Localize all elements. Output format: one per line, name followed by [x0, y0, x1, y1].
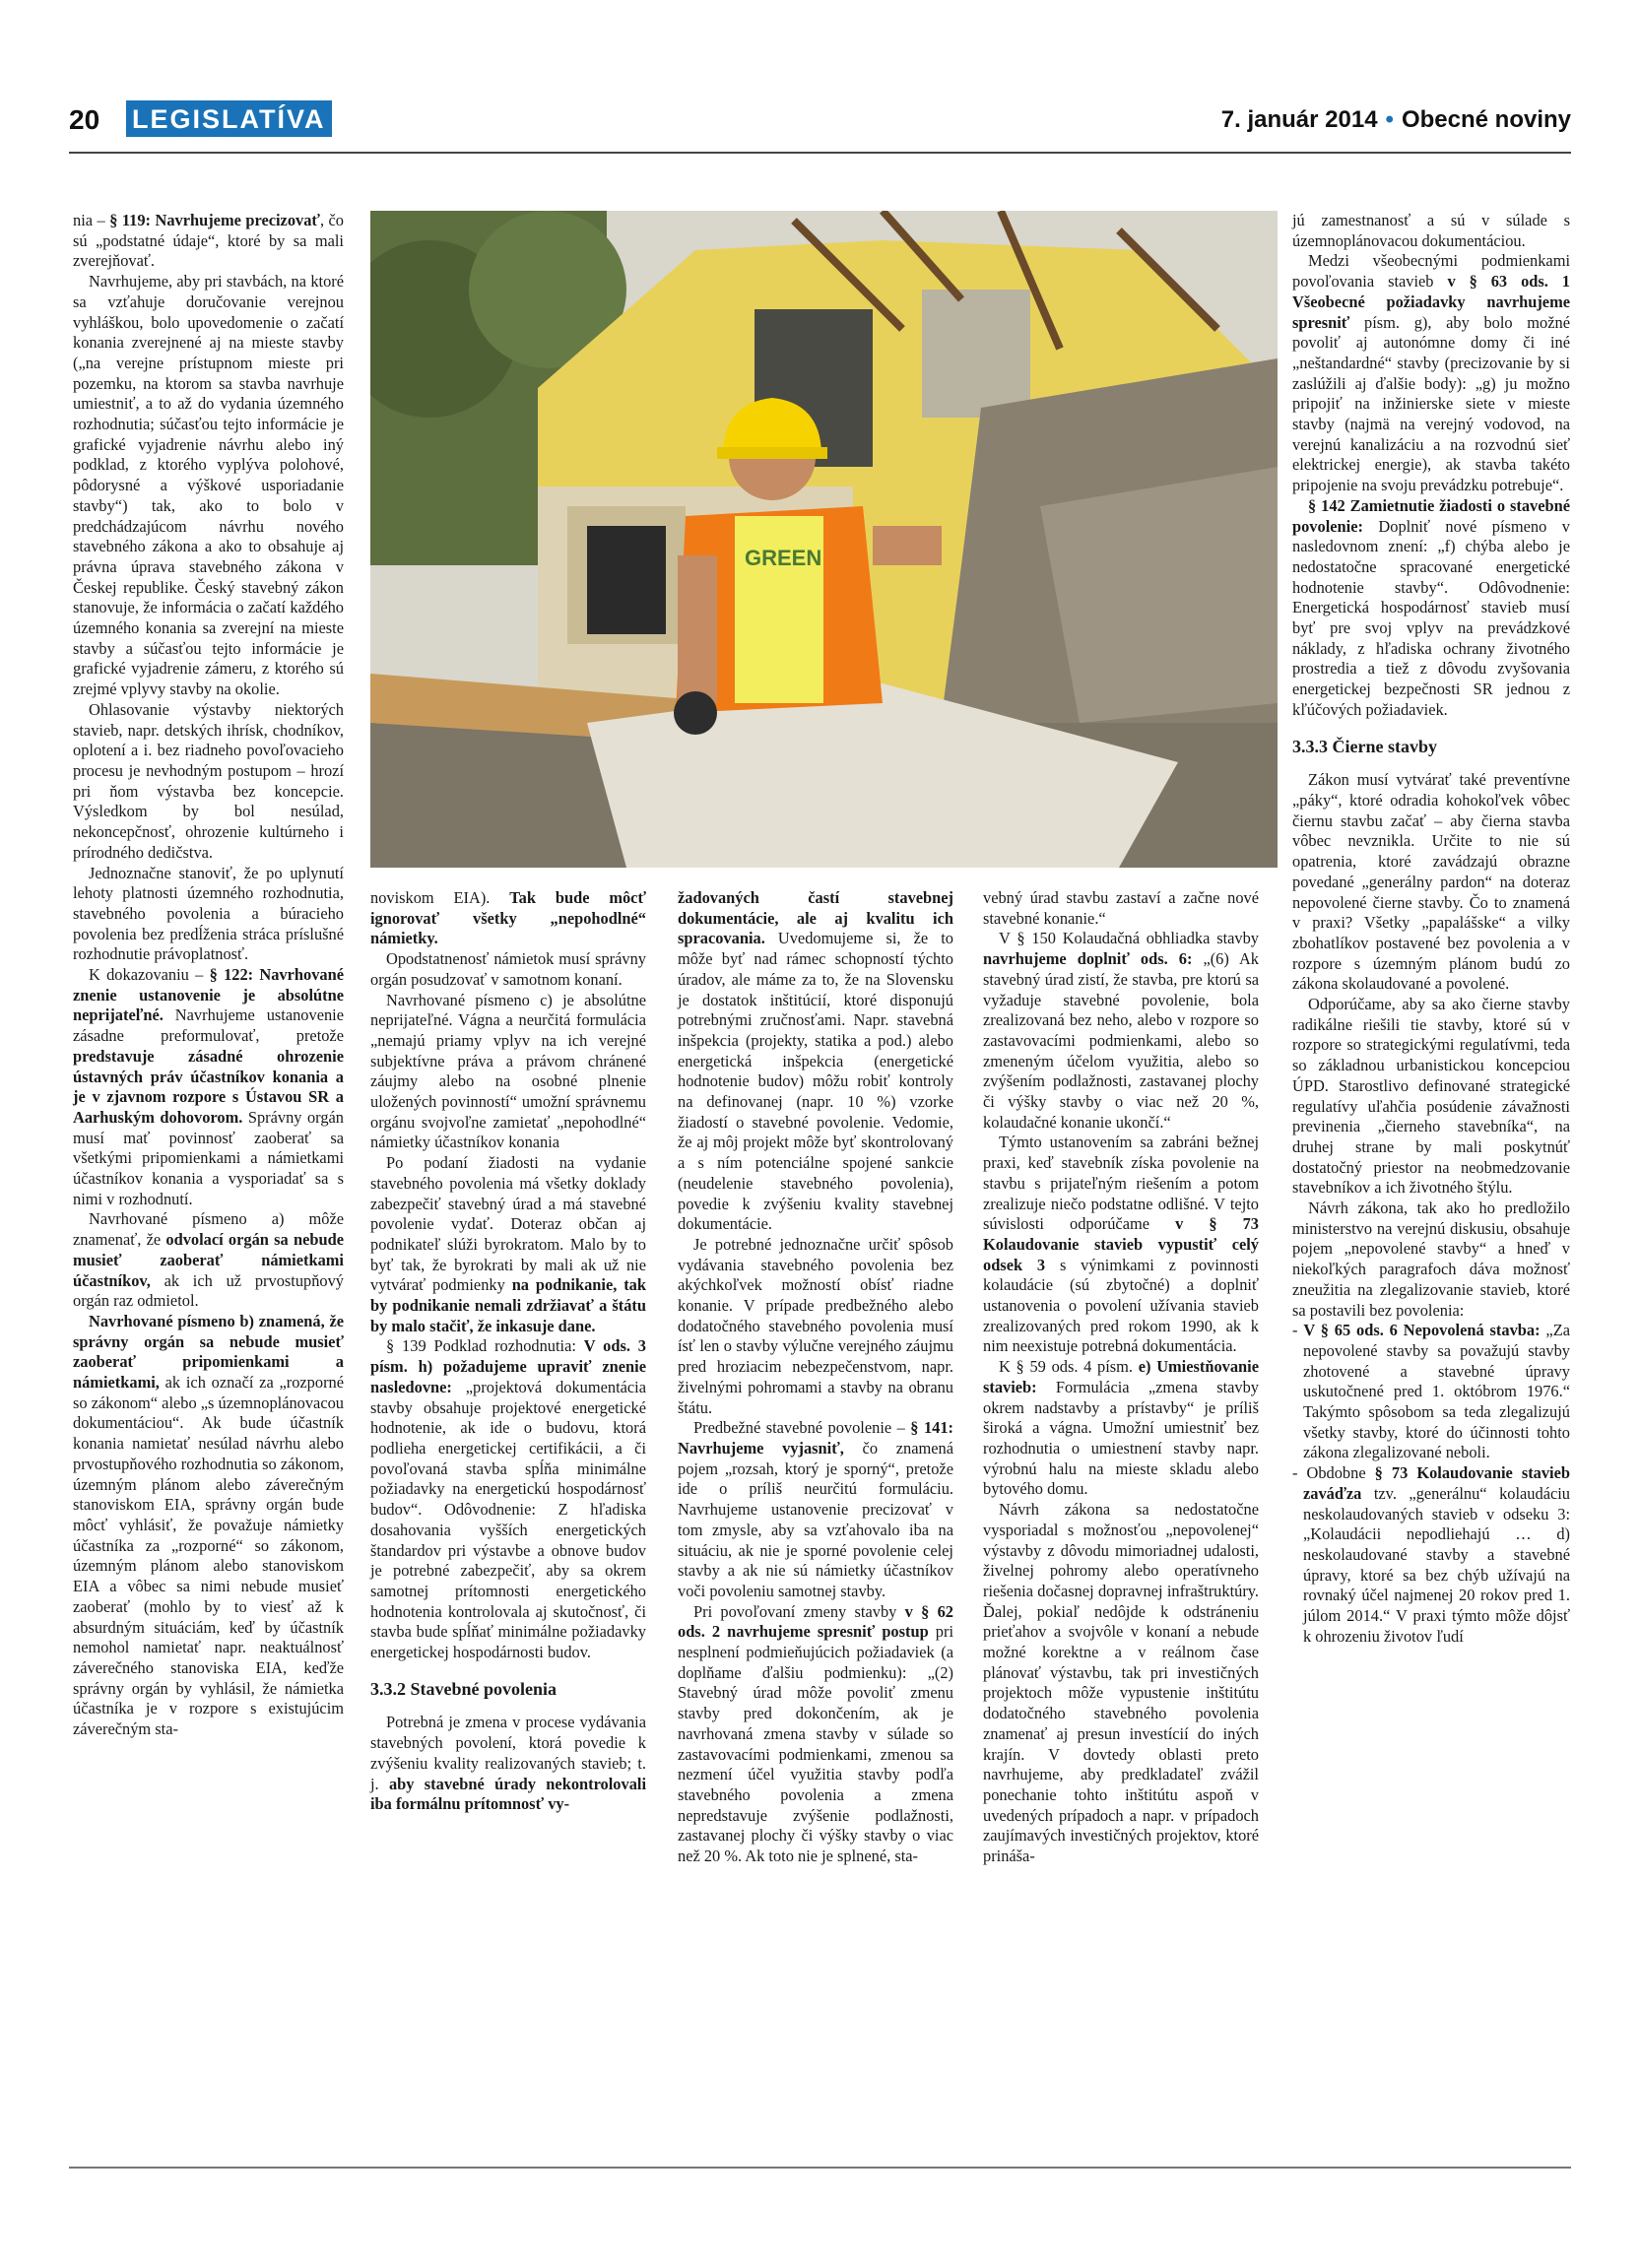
section-heading: 3.3.3 Čierne stavby: [1292, 736, 1437, 756]
separator-dot: •: [1385, 106, 1394, 133]
paragraph: Po podaní žiadosti na vydanie stavebného povolenia má všetky doklady zabezpečiť stavebný úrad a má stavebné povolenie vydať. Doteraz občan aj podnikateľ slúži byrokratom. Malo by to byť tak, že byrokrati by mali ak už nie vytvárať podmienky na podnikanie, tak by podnikanie nemali zdržiavať a štátu by malo stačiť, že inkasuje dane.: [370, 1153, 646, 1335]
paragraph: Potrebná je zmena v procese vydávania stavebných povolení, ktorá povedie k zvýšeniu kvality realizovaných stavieb; t. j. aby stavebné úrady nekontrolovali iba formálnu prítomnosť vy-: [370, 1713, 647, 1814]
paragraph: Medzi všeobecnými podmienkami povoľovania stavieb v § 63 ods. 1 Všeobecné požiadavky navrhujeme spresniť písm. g), aby bolo možné povoliť aj autonómne domy či iné „neštandardné“ stavby (precizovanie by si zaslúžili aj ďalšie body): „g) ju možno pripojiť na inžinierske siete v mieste stavby (najmä na verejný vodovod, na verejnú kanalizáciu a na rozvodnú sieť elektrickej energie), ak stavba takéto pripojenie na svoju prevádzku potrebuje“.: [1292, 251, 1570, 495]
paragraph: Predbežné stavebné povolenie – § 141: Navrhujeme vyjasniť, čo znamená pojem „rozsah, ktorý je sporný“, pretože ide o príliš neurčitú formuláciu. Navrhujeme ustanovenie precizovať v tom zmysle, aby sa vzťahovalo iba na situáciu, ak nie je sporné povolenie celej stavby a ak nie sú námietky účastníkov voči povoleniu samotnej stavby.: [678, 1418, 953, 1600]
paragraph: Navrhované písmeno b) znamená, že správny orgán sa nebude musieť zaoberať pripomienkami a námietkami, ak ich označí za „rozporné so zákonom“ alebo „s územnoplánovacou dokumentáciou“. Ak bude účastník konania namietať nesúlad návrhu alebo prvostupňového rozhodnutia so zákonom, územným plánom alebo záverečným stanoviskom EIA, správny orgán bude môcť vyhlásiť, že považuje námietky účastníka za „rozporné“ so zákonom, územným plánom alebo stanoviskom EIA a vôbec sa nimi nebude musieť zaoberať (mohlo by to viesť až k absurdným situáciám, keď by účastník nemohol namietať napr. neaktuálnosť záverečného stanoviska EIA, keďže správny orgán by vyhlásil, že námietka účastníka je v rozpore s existujúcim záverečným sta-: [73, 1311, 344, 1739]
paragraph: Navrhujeme, aby pri stavbách, na ktoré sa vzťahuje doručovanie verejnou vyhláškou, bolo upovedomenie o začatí konania zverejnené aj na mieste stavby („na verejne prístupnom mieste pri pozemku, na ktorom sa stavba navrhuje umiestniť, a to až do vydania územného rozhodnutia; súčasťou tejto informácie je grafické vyjadrenie návrhu alebo iný podklad, z ktorého vyplýva polohové, pôdorysné a výškové usporiadanie stavby“) tak, ako to bolo v predchádzajúcom návrhu nového stavebného zákona a ako to obsahuje aj právna úprava stavebného zákona v Českej republike. Český stavebný zákon stanovuje, že informácia o začatí každého územného konania sa zverejní na mieste stavby a súčasťou tejto informácie je grafické vyjadrenie zámeru, z ktorého sú zrejmé vplyvy stavby na okolie.: [73, 272, 344, 699]
paragraph: vebný úrad stavbu zastaví a začne nové stavebné konanie.“: [983, 888, 1259, 928]
text-column-1: [73, 211, 344, 1740]
paper-name: Obecné noviny: [1401, 106, 1571, 133]
list-item: - Obdobne § 73 Kolaudovanie stavieb zaváďza tzv. „generálnu“ kolaudáciu neskolaudovaných stavieb v odseku 3: „Kolaudácii nepodliehajú … d) neskolaudované stavby a stavebné úpravy, ktoré sa bez chýb užívajú na rovnaký účel najmenej 20 rokov pred 1. júlom 2014.“ V praxi týmto môže dôjsť k ohrozeniu životov ľudí: [1292, 1463, 1570, 1646]
issue-date: 7. január 2014: [1220, 106, 1378, 133]
paragraph: § 139 Podklad rozhodnutia: V ods. 3 písm. h) požadujeme upraviť znenie nasledovne: „projektová dokumentácia stavby obsahuje projektové energetické hodnotenie, ak ide o budovu, ktorá podlieha energetickej certifikácii, a či povoľovaná stavba spĺňa minimálne požiadavky na energetickú hospodárnosť budov“. Odôvodnenie: Z hľadiska dosahovania vyšších energetických štandardov pri výstavbe a obnove budov je potrebné zabezpečiť, aby sa okrem samotnej prítomnosti energetického hodnotenia kontrolovala aj skutočnosť, či stavba bude spĺňať minimálne požiadavky energetickej hospodárnosti budov.: [370, 1336, 646, 1662]
paragraph: K dokazovaniu – § 122: Navrhované znenie ustanovenie je absolútne neprijateľné. Navrhujeme ustanovenie zásadne preformulovať, pretože predstavuje zásadné ohrozenie ústavných práv účastníkov konania a je v zjavnom rozpore s Ústavou SR a Aarhuským dohovorom. Správny orgán musí mať povinnosť zaoberať sa všetkými pripomienkami a námietkami účastníkov konania a vysporiadať sa s nimi v rozhodnutí.: [73, 965, 344, 1208]
paragraph: Týmto ustanovením sa zabráni bežnej praxi, keď stavebník získa povolenie na stavbu s prijateľným riešením a potom zrealizuje niečo podstatne odlišné. V tejto súvislosti odporúčame v § 73 Kolaudovanie stavieb vypustiť celý odsek 3 s výnimkami z povinnosti kolaudácie (sú zbytočné) a doplniť ustanovenia o povolení užívania stavieb zrealizovaných pred rokom 1990, ak k nim neexistuje potrebná dokumentácia.: [983, 1133, 1260, 1356]
paragraph: V § 150 Kolaudačná obhliadka stavby navrhujeme doplniť ods. 6: „(6) Ak stavebný úrad zistí, že stavba, pre ktorú sa vyžaduje stavebné povolenie, bola zrealizovaná bez neho, alebo v rozpore so zastavovacími podmienkami, alebo so zmeneným účelom využitia, alebo so zvýšením podlažnosti, zastavanej plochy či výšky stavby o viac než 20 %, kolaudačné konanie ukončí.“: [983, 929, 1259, 1132]
shirt-text: GREEN: [745, 546, 822, 570]
text-column-3: [678, 888, 953, 1867]
paragraph: Odporúčame, aby sa ako čierne stavby radikálne riešili tie stavby, ktoré sú v rozpore so strategickými regulatívmi, teda so základnou urbanistickou koncepciou ÚPD. Starostlivo definované strategické regulatívy uľahčia posúdenie závažnosti previnenia „čierneho stavebníka“, na druhej strane by mali poskytnúť dostatočný priestor na neobmedzovanie stavebníkov a ich životného štýlu.: [1292, 995, 1570, 1198]
section-heading: 3.3.2 Stavebné povolenia: [370, 1678, 558, 1699]
paragraph: Pri povoľovaní zmeny stavby v § 62 ods. 2 navrhujeme spresniť postup pri nesplnení podmieňujúcich požiadaviek (a doplňame ďalšiu podmienku): „(2) Stavebný úrad môže povoliť zmenu stavby pred dokončením, ak je navrhovaná zmena stavby v súlade so zastavovacími podmienkami, zmenou sa nezmení účel využitia stavby podľa stavebného povolenia a zmena nepredstavuje zvýšenie podlažnosti, zastavanej plochy či výšky stavby o viac než 20 %. Ak toto nie je splnené, sta-: [678, 1601, 954, 1866]
issue-info: [1221, 106, 1571, 134]
paragraph: K § 59 ods. 4 písm. e) Umiestňovanie stavieb: Formulácia „zmena stavby okrem nadstavby a prístavby“ je príliš široká a vágna. Umožní umiestniť bez rozhodnutia o umiestnení stavby napr. výrobnú halu na mieste skladu alebo bytového domu.: [983, 1357, 1259, 1499]
paragraph: žadovaných častí stavebnej dokumentácie, ale aj kvalitu ich spracovania. Uvedomujeme si, že to môže byť nad rámec schopností týchto úradov, ale máme za to, že na Slovensku je dostatok inštitúcií, ktoré disponujú potrebnými zručnosťami. Napr. stavebná inšpekcia (projekty, statika a pod.) alebo energetická inšpekcia (energetické hodnotenie budov) môžu robiť kontroly na definovanej (napr. 10 %) vzorke žiadostí o stavebné povolenie. Vedomie, že aj môj projekt môže byť skontrolovaný a s ním potenciálne spojené sankcie (neudelenie stavebného povolenia), povedie k zvýšeniu kvality stavebnej dokumentácie.: [678, 888, 953, 1234]
paragraph: Jednoznačne stanoviť, že po uplynutí lehoty platnosti územného rozhodnutia, stavebného povolenia a búracieho povolenia bez predĺženia stráca príslušné rozhodnutie právoplatnosť.: [73, 863, 344, 964]
paragraph: Opodstatnenosť námietok musí správny orgán posudzovať v samotnom konaní.: [370, 949, 646, 989]
page-header: [69, 98, 1571, 150]
paragraph: noviskom EIA). Tak bude môcť ignorovať všetky „nepohodlné“ námietky.: [370, 888, 646, 948]
list-item: - V § 65 ods. 6 Nepovolená stavba: „Za nepovolené stavby sa považujú stavby zhotovené a stavebné úpravy uskutočnené pred 1. októbrom 1976.“ Takýmto spôsobom sa teda zlegalizujú všetky stavby, ktoré do účinnosti tohto zákona zlegalizované neboli.: [1292, 1321, 1570, 1462]
paragraph: Zákon musí vytvárať také preventívne „páky“, ktoré odradia kohokoľvek vôbec čiernu stavbu začať – aby čierna stavba vôbec nevznikla. Určite to nie sú opatrenia, ktoré zavádzajú obrazne povedané „generálny pardon“ na doteraz nepovolené čierne stavby. Čo to znamená v praxi? Všetky „papalášske“ a vilky zbohatlíkov postavené bez povolenia a v rozpore s územným plánom budú zo zákona skolaudované a povolené.: [1292, 770, 1570, 994]
demolition-photo: [370, 211, 1278, 868]
text-column-4: [983, 888, 1259, 1867]
paragraph: Navrhované písmeno c) je absolútne neprijateľné. Vágna a neurčitá formulácia „nemajú priamy vplyv na ich verejné subjektívne práva a právom chránené záujmy alebo na osobné plnenie uložených povinností“ umožní správnemu orgánu svojvoľne zamietať „nepohodlné“ námietky účastníkov konania: [370, 990, 646, 1152]
text-column-5: [1292, 211, 1570, 1648]
footer-rule: [69, 2167, 1571, 2169]
paragraph: nia – § 119: Navrhujeme precizovať, čo sú „podstatné údaje“, ktoré by sa mali zverejňovať.: [73, 211, 344, 271]
header-rule: [69, 152, 1571, 154]
paragraph: § 142 Zamietnutie žiadosti o stavebné povolenie: Doplniť nové písmeno v nasledovnom znení: „f) chýba alebo je nedostatočne spracované energetické hodnotenie stavby“. Odôvodnenie: Energetická hospodárnosť stavieb musí byť pre svoj vplyv na prevádzkové náklady, z hľadiska ochrany životného prostredia a tiež z dôvodu zvyšovania energetickej bezpečnosti SR jednou z kľúčových požiadaviek.: [1292, 495, 1570, 719]
paragraph: Navrhované písmeno a) môže znamenať, že odvolací orgán sa nebude musieť zaoberať námietkami účastníkov, ak ich už prvostupňový orgán raz odmietol.: [73, 1209, 345, 1311]
page-number: 20: [69, 104, 100, 135]
paragraph: Je potrebné jednoznačne určiť spôsob vydávania stavebného povolenia bez akýchkoľvek možností obísť riadne konanie. V prípade predbežného alebo dodatočného stavebného povolenia musí ísť len o stavby výlučne verejného záujmu pred hroziacim nebezpečenstvom, napr. živelnými pohromami a stavby na obranu štátu.: [678, 1234, 953, 1417]
paragraph: jú zamestnanosť a sú v súlade s územnoplánovacou dokumentáciou.: [1292, 211, 1570, 250]
section-title: LEGISLATÍVA: [126, 100, 332, 137]
paragraph: Ohlasovanie výstavby niektorých stavieb, napr. detských ihrísk, chodníkov, oplotení a i. bez riadneho povoľovacieho procesu je nevhodným postupom – hrozí pri ňom výstavba bez koncepcie. Výsledkom by bol nesúlad, nekoncepčnosť, ohrozenie kultúrneho i prírodného dedičstva.: [73, 699, 344, 862]
paragraph: Návrh zákona sa nedostatočne vysporiadal s možnosťou „nepovolenej“ výstavby z dôvodu mimoriadnej udalosti, živelnej pohromy alebo operatívneho riešenia dočasnej dopravnej infraštruktúry. Ďalej, pokiaľ nedôjde k odstráneniu prieťahov a svojvôle v konaní a nebude možné korektne a v reálnom čase plánovať výstavbu, tak pri investičných projektoch môže vypustenie inštitútu dodatočného stavebného povolenia znamenať aj presun investícií do iných krajín. V dovtedy oblasti preto navrhujeme, aby predkladateľ zvážil ponechanie tohto inštitútu aspoň v uvedených prípadoch a napr. v prípadoch zaujímavých investičných projektov, ktoré prináša-: [983, 1500, 1259, 1866]
paragraph: Návrh zákona, tak ako ho predložilo ministerstvo na verejnú diskusiu, obsahuje pojem „nepovolené stavby“ a hneď v niekoľkých paragrafoch dáva možnosť zneužitia na zlegalizovanie stavieb, ktoré sa postavili bez povolenia:: [1292, 1199, 1570, 1320]
text-column-2: [370, 888, 646, 1815]
